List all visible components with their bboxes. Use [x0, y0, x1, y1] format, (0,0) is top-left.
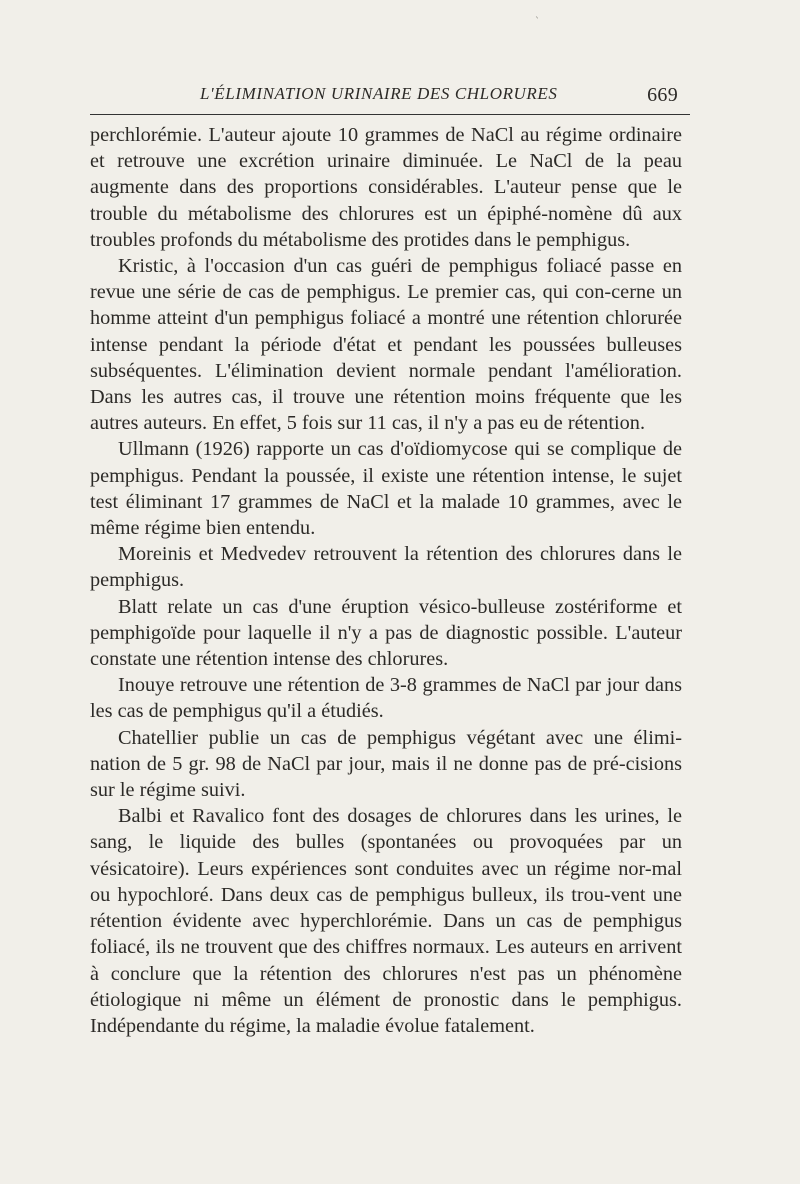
header-rule — [90, 114, 690, 115]
paragraph-kristic: Kristic, à l'occasion d'un cas guéri de pemphigus foliacé passe en revue une série de cas de pemphigus. Le premier cas, qui con-cerne un homme atteint d'un pemphigus foliacé a montré une rétention chlorurée intense pendant la période d'état et pendant les poussées bulleuses subséquentes. L'élimination devient normale pendant l'amélioration. Dans les autres cas, il trouve une rétention moins fréquente que les autres auteurs. En effet, 5 fois sur 11 cas, il n'y a pas eu de rétention. — [90, 255, 682, 435]
paragraph-blatt: Blatt relate un cas d'une éruption vésico-bulleuse zostériforme et pemphigoïde pour laquelle il n'y a pas de diagnostic possible. L'auteur constate une rétention intense des chlorures. — [90, 595, 682, 671]
page-number: 669 — [647, 84, 678, 106]
page-header — [90, 84, 690, 114]
running-title: L'ÉLIMINATION URINAIRE DES CHLORURES — [200, 84, 558, 103]
paragraph-moreinis: Moreinis et Medvedev retrouvent la rétention des chlorures dans le pemphigus. — [90, 543, 682, 592]
paragraph-balbi-ravalico: Balbi et Ravalico font des dosages de chlorures dans les urines, le sang, le liquide des bulles (spontanées ou provoquées par un vésicatoire). Leurs expériences sont conduites avec un régime nor-mal ou hypochloré. Dans deux cas de pemphigus bulleux, ils trou-vent une rétention évidente avec hyperchlorémie. Dans un cas de pemphigus foliacé, ils ne trouvent que des chiffres normaux. Les auteurs en arrivent à conclure que la rétention des chlorures n'est pas un phénomène étiologique ni même un élément de pronostic dans le pemphigus. Indépendante du régime, la maladie évolue fatalement. — [90, 805, 682, 1037]
scan-speck-mark: ˋ — [535, 17, 540, 28]
paragraph-perchloremie: perchlorémie. L'auteur ajoute 10 grammes de NaCl au régime ordinaire et retrouve une excrétion urinaire diminuée. Le NaCl de la peau augmente dans des proportions considérables. L'auteur pense que le trouble du métabolisme des chlorures est un épiphé-nomène dû aux troubles profonds du métabolisme des protides dans le pemphigus. — [90, 124, 682, 251]
paragraph-ullmann: Ullmann (1926) rapporte un cas d'oïdiomycose qui se complique de pemphigus. Pendant la poussée, il existe une rétention intense, le sujet test éliminant 17 grammes de NaCl et la malade 10 grammes, avec le même régime bien entendu. — [90, 438, 682, 540]
body-text — [90, 122, 682, 1039]
paragraph-inouye: Inouye retrouve une rétention de 3-8 grammes de NaCl par jour dans les cas de pemphigus qu'il a étudiés. — [90, 674, 682, 723]
paragraph-chatellier: Chatellier publie un cas de pemphigus végétant avec une élimi-nation de 5 gr. 98 de NaCl par jour, mais il ne donne pas de pré-cisions sur le régime suivi. — [90, 726, 682, 802]
